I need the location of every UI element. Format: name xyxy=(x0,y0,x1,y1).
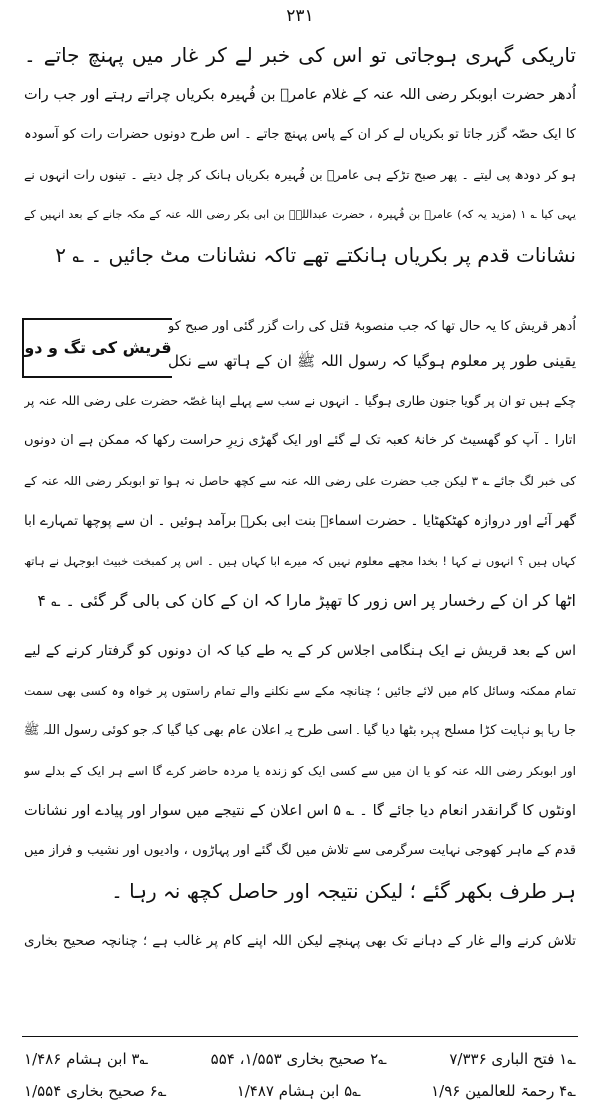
footnote: ؎۴ رحمۃ للعالمین ۱/۹۶ xyxy=(431,1082,576,1100)
footnote-row xyxy=(24,1076,576,1106)
text-line: کا ایک حصّہ گزر جاتا تو بکریاں لے کر ان کے پاس پہنچ جاتے ۔ اس طرح دونوں حضرات رات کو آسودہ xyxy=(24,127,576,142)
text-line: نشانات قدم پر بکریاں ہانکتے تھے تاکہ نشانات مٹ جائیں ۔ ؎ ۲ xyxy=(55,243,576,267)
text-line: اتارا ۔ آپ کو گھسیٹ کر خانۂ کعبہ تک لے گئے اور ایک گھڑی زیرِ حراست رکھا کہ ممکن ہے ان دونوں xyxy=(24,433,576,448)
text-line: اس کے بعد قریش نے ایک ہنگامی اجلاس کر کے یہ طے کیا کہ ان دونوں کو گرفتار کرنے کے لیے xyxy=(24,643,576,659)
footnote-row xyxy=(24,1044,576,1074)
text-line: یقینی طور پر معلوم ہوگیا کہ رسول اللہ ﷺ ان کے ہاتھ سے نکل xyxy=(168,352,576,370)
text-line: ہو کر دودھ پی لیتے ۔ پھر صبح تڑکے ہی عامرؓ بن فُہیرہ بکریاں ہانک کر چل دیتے ۔ تینوں رات انہوں نے xyxy=(24,167,576,182)
text-line: اور ابوبکر رضی اللہ عنہ کو یا ان میں سے کسی ایک کو زندہ یا مردہ حاضر کرے گا اسے ہر ایک کے بدلے سو xyxy=(24,764,576,778)
text-line: اُدھر حضرت ابوبکر رضی اللہ عنہ کے غلام عامرؓ بن فُہیرہ بکریاں چراتے رہتے اور جب رات xyxy=(24,87,576,103)
text-line: یہی کیا ؎ ۱ (مزید یہ کہ) عامرؓ بن فُہیرہ ، حضرت عبداللہؓ بن ابی بکر رضی اللہ عنہ کے مکہ جانے کے بعد انہیں کے xyxy=(24,208,576,221)
footnote: ؎۲ صحیح بخاری ۱/۵۵۳، ۵۵۴ xyxy=(210,1050,387,1068)
text-line: اونٹوں کا گرانقدر انعام دیا جائے گا ۔ ؎ ۵ اس اعلان کے نتیجے میں سوار اور پیادے اور نشانات xyxy=(24,803,576,819)
footnote: ؎۱ فتح الباری ۷/۳۳۶ xyxy=(449,1050,576,1068)
text-line: اٹھا کر ان کے رخسار پر اس زور کا تھپڑ مارا کہ ان کے کان کی بالی گر گئی ۔ ؎ ۴ xyxy=(37,591,576,610)
section-heading: قریش کی تگ و دو xyxy=(22,318,172,378)
text-line: کی خبر لگ جائے ؎ ۳ لیکن جب حضرت علی رضی اللہ عنہ سے کچھ حاصل نہ ہوا تو ابوبکر رضی اللہ عنہ کے xyxy=(24,474,576,488)
footnote: ؎۶ صحیح بخاری ۱/۵۵۴ xyxy=(24,1082,167,1100)
text-line: قدم کے ماہر کھوجی نہایت سرگرمی سے تلاش میں لگ گئے اور پہاڑوں ، وادیوں اور نشیب و فراز میں xyxy=(24,843,576,858)
text-line: تاریکی گہری ہوجاتی تو اس کی خبر لے کر غار میں پہنچ جاتے ۔ xyxy=(24,43,576,67)
footnote: ؎۵ ابن ہشام ۱/۴۸۷ xyxy=(236,1082,361,1100)
text-line: تمام ممکنہ وسائل کام میں لائے جائیں ؛ چنانچہ مکے سے نکلنے والے تمام راستوں پر خواہ وہ کسی بھی سمت xyxy=(24,684,576,698)
text-line: گھر آئے اور دروازہ کھٹکھٹایا ۔ حضرت اسماءؓ بنت ابی بکرؓ برآمد ہوئیں ۔ ان سے پوچھا تمہارے ابا xyxy=(24,513,576,529)
text-line: جا رہا ہو نہایت کڑا مسلح پہرہ بٹھا دیا گیا ۔ اسی طرح یہ اعلان عام بھی کیا گیا کہ جو کوئی رسول اللہ ﷺ xyxy=(24,723,576,738)
text-line: ہر طرف بکھر گئے ؛ لیکن نتیجہ اور حاصل کچھ نہ رہا ۔ xyxy=(111,879,576,903)
footnote: ؎۳ ابن ہشام ۱/۴۸۶ xyxy=(24,1050,149,1068)
text-line: کہاں ہیں ؟ انہوں نے کہا ! بخدا مجھے معلوم نہیں کہ میرے ابا کہاں ہیں ۔ اس پر کمبخت خبیث ابوجہل نے ہاتھ xyxy=(24,554,576,568)
text-line: اُدھر قریش کا یہ حال تھا کہ جب منصوبۂ قتل کی رات گزر گئی اور صبح کو xyxy=(168,319,576,334)
text-line: تلاش کرنے والے غار کے دہانے تک بھی پہنچے لیکن اللہ اپنے کام پر غالب ہے ؛ چنانچہ صحیح بخاری xyxy=(24,933,576,949)
page-number: ۲۳۱ xyxy=(286,6,314,26)
footnote-divider xyxy=(22,1036,578,1037)
text-line: چکے ہیں تو ان پر گویا جنون طاری ہوگیا ۔ انہوں نے سب سے پہلے اپنا غصّہ حضرت علی رضی اللہ عنہ پر xyxy=(24,393,576,408)
